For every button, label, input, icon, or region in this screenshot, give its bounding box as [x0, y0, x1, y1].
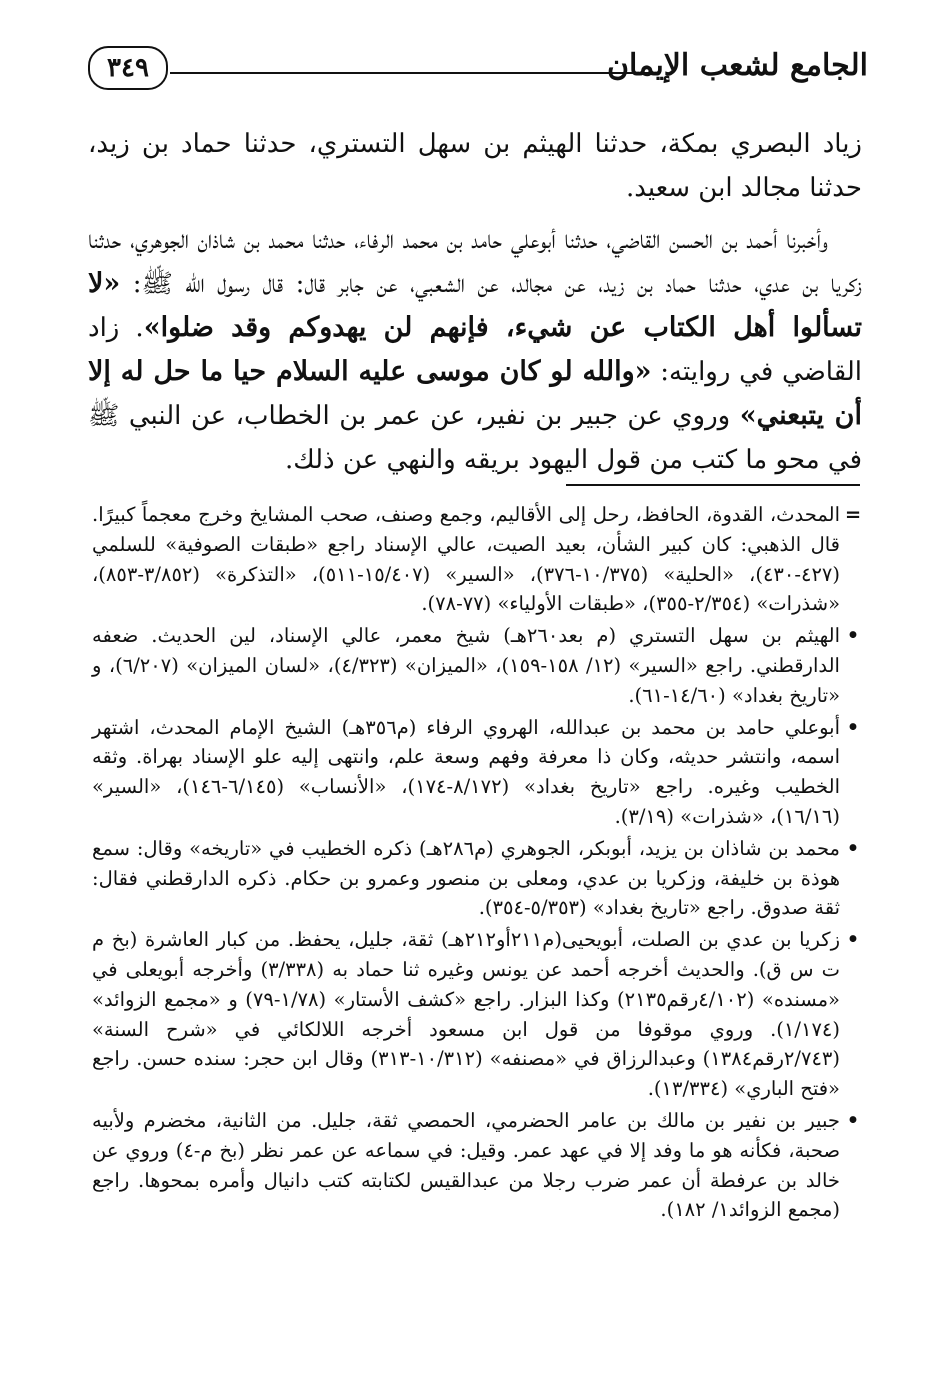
paragraph-text: وأخبرنا أحمد بن الحسن القاضي، حدثنا أبوعلي حامد بن محمد الرفاء، حدثنا محمد بن شاذان الجوهري، حدثنا زكريا بن عدي، حدثنا حماد بن زيد، عن مجالد، عن الشعبي، عن جابر قال: قال رسول الله ﷺ: [88, 225, 862, 299]
header-rule [170, 72, 658, 74]
paragraph [88, 122, 862, 210]
paragraph-text: . زاد القاضي في روايته: [88, 313, 863, 387]
footnote-text: أبوعلي حامد بن محمد بن عبدالله، الهروي الرفاء (م٣٥٦هـ) الشيخ الإمام المحدث، اشتهر اسمه، وانتشر حديثه، وكان ذا معرفة وفهم وسعة علم، وانتهى إليه علو الإسناد بهراة. وثقه الخطيب وغيره. راجع «تاريخ بغداد» (٨/١٧٢-١٧٤)، «الأنساب» (٦/١٤٥-١٤٦)، «السير» (١٦/١٦)، «شذرات» (٣/١٩). [92, 715, 840, 828]
page-header [88, 44, 868, 104]
footnote-text: جبير بن نفير بن مالك بن عامر الحضرمي، الحمصي ثقة، جليل. من الثانية، مخضرم ولأبيه صحبة، فكأنه هو ما وفد إلا في عهد عمر. وقيل: في سماعه عن عمر نظر (بخ م-٤) وروي عن خالد بن عرفطة أن عمر ضرب رجلا من عبدالقيس لكتابته كتب دانيال وأمره بمحوها. راجع (مجمع الزوائد١/ ١٨٢). [92, 1108, 841, 1222]
footnote [92, 500, 862, 619]
bullet-icon: • [846, 715, 860, 739]
footnote-text: زكريا بن عدي بن الصلت، أبويحيى(م٢١١أو٢١٢هـ) ثقة، جليل، يحفظ. من كبار العاشرة (بخ م ت س ق). والحديث أخرجه أحمد عن يونس وغيره ثنا حماد به (٣/٣٣٨) وأخرجه أبويعلى في «مسنده» (٤/١٠٢رقم٢١٣٥) وكذا البزار. راجع «كشف الأستار» (١/٧٨-٧٩) و «مجمع الزوائد» (١/١٧٤). وروي موقوفا من قول ابن مسعود أخرجه اللالكائي في «شرح السنة» (٢/٧٤٣رقم١٣٨٤) وعبدالرزاق في «مصنفه» (١٠/٣١٢-٣١٣) وقال ابن حجر: سنده حسن. راجع «فتح الباري» (١٣/٣٣٤). [92, 928, 841, 1101]
footnote [92, 925, 862, 1104]
bullet-icon: • [846, 836, 860, 860]
hadith-quote: «والله لو كان موسى عليه السلام حيا ما حل له إلا أن يتبعني» [88, 356, 862, 431]
book-title: الجامع لشعب الإيمان [606, 48, 868, 83]
footnote [92, 834, 862, 923]
footnote-text: محمد بن شاذان بن يزيد، أبوبكر، الجوهري (م٢٨٦هـ) ذكره الخطيب في «تاريخه» وقال: سمع هوذة بن خليفة، وزكريا بن عدي، ومعلى بن منصور وعمرو بن حكام. ذكره الدارقطني فقال: ثقة صدوق. راجع «تاريخ بغداد» (٥/٣٥٣-٣٥٤). [92, 836, 841, 920]
continuation-marker: = [844, 503, 862, 526]
footnotes [92, 500, 862, 1227]
page-number: ٣٤٩ [88, 46, 168, 90]
bullet-icon: • [846, 1108, 860, 1132]
main-text [88, 122, 862, 482]
footnote-text: المحدث، القدوة، الحافظ، رحل إلى الأقاليم، وجمع وصنف، صحب المشايخ وخرج معجماً كبيرًا. قال الذهبي: كان كبير الشأن، بعيد الصيت، عالي الإسناد راجع «طبقات الصوفية» للسلمي (٤٢٧-٤٣٠)، «الحلية» (١٠/٣٧٥-٣٧٦)، «السير» (١٥/٤٠٧-٥١١)، «التذكرة» (٣/٨٥٢-٨٥٣)، «شذرات» (٢/٣٥٤-٣٥٥)، «طبقات الأولياء» (٧٧-٧٨). [92, 503, 840, 616]
footnote [92, 1106, 862, 1225]
footnote [92, 713, 862, 832]
footnote-text: الهيثم بن سهل التستري (م بعد٢٦٠هـ) شيخ معمر، عالي الإسناد، لين الحديث. ضعفه الدارقطني. راجع «السير» (١٢/ ١٥٨-١٥٩)، «الميزان» (٤/٣٢٣)، «لسان الميزان» (٦/٢٠٧)، و «تاريخ بغداد» (١٤/٦٠-٦١). [92, 624, 841, 707]
bullet-icon: • [846, 928, 860, 952]
paragraph-text: زياد البصري بمكة، حدثنا الهيثم بن سهل التستري، حدثنا حماد بن زيد، حدثنا مجالد ابن سعيد. [88, 129, 862, 203]
footnote [92, 621, 862, 710]
footnote-separator [566, 484, 860, 486]
hadith-quote: «لا تسألوا أهل الكتاب عن شيء، فإنهم لن يهدوكم وقد ضلوا» [88, 268, 862, 343]
bullet-icon: • [846, 624, 860, 648]
paragraph-text: وروي عن جبير بن نفير، عن عمر بن الخطاب، عن النبي ﷺ في محو ما كتب من قول اليهود بريقه والنهي عن ذلك. [88, 401, 862, 475]
paragraph [88, 218, 862, 482]
